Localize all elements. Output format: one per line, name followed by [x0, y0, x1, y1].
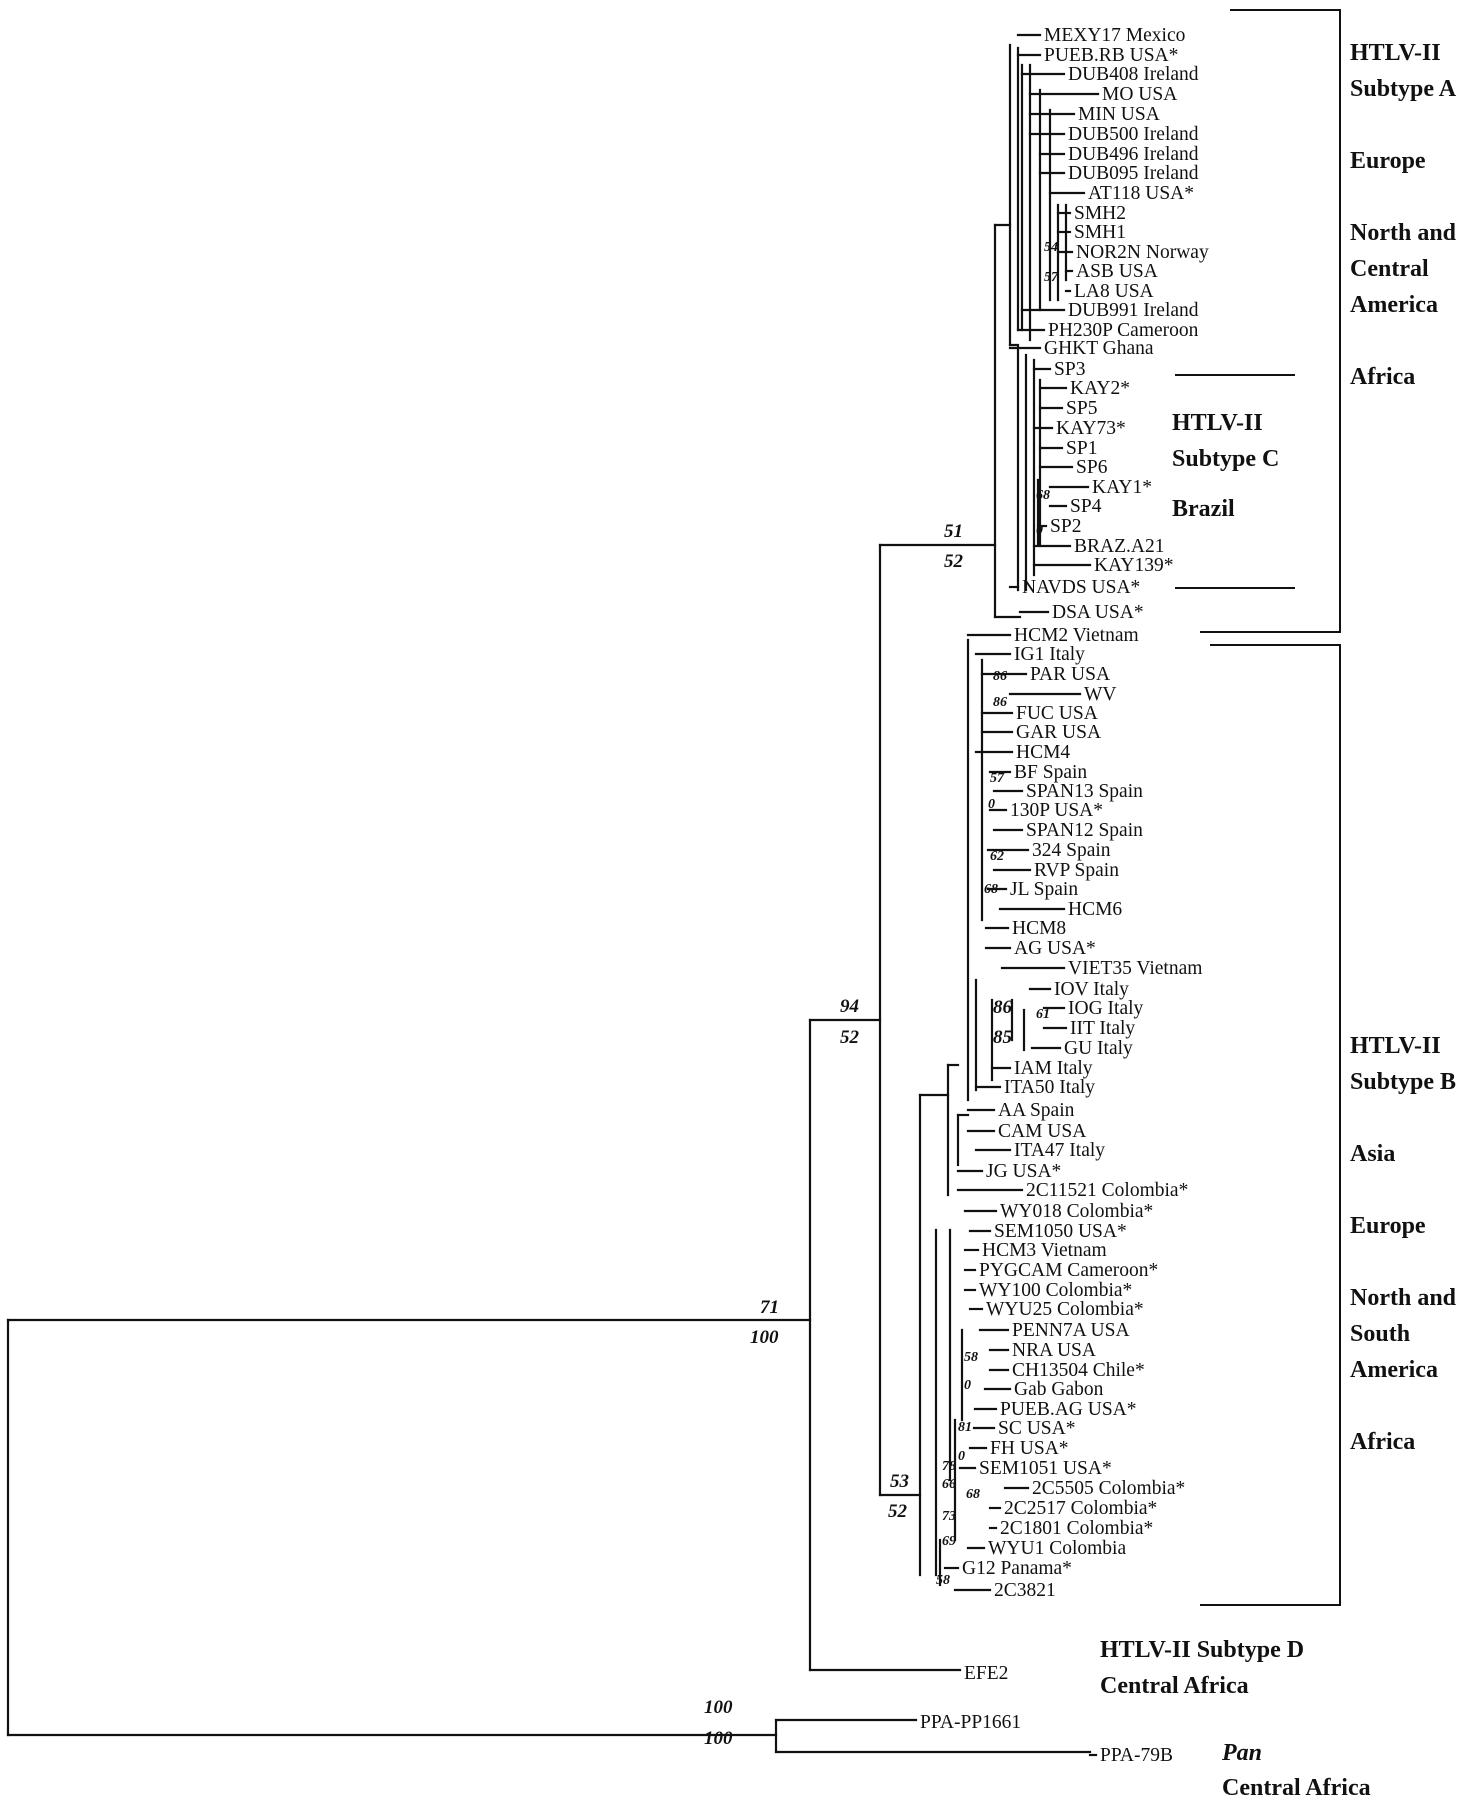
small-bootstrap: 57	[990, 771, 1004, 786]
small-bootstrap: 54	[1044, 240, 1058, 255]
taxon-label: 2C1801 Colombia*	[1000, 1518, 1154, 1539]
small-bootstrap: 57	[1044, 270, 1058, 285]
taxon-label: G12 Panama*	[962, 1558, 1072, 1579]
taxon-label: EFE2	[964, 1663, 1009, 1684]
taxon-label: WV	[1084, 684, 1117, 705]
taxon-label: IOG Italy	[1068, 998, 1144, 1019]
small-bootstrap: 61	[1036, 1007, 1050, 1022]
taxon-label: 324 Spain	[1032, 840, 1111, 861]
taxon-label: KAY73*	[1056, 418, 1126, 439]
label-subtype-b-8: Africa	[1350, 1429, 1416, 1455]
taxon-label: 2C11521 Colombia*	[1026, 1180, 1189, 1201]
label-subtype-a-4: North and	[1350, 220, 1457, 246]
taxon-label: CAM USA	[998, 1121, 1087, 1142]
taxon-label: NAVDS USA*	[1022, 577, 1141, 598]
taxon-label: ITA47 Italy	[1014, 1140, 1106, 1161]
small-bootstrap: 0	[988, 797, 995, 812]
small-bootstrap: 69	[942, 1534, 956, 1549]
label-subtype-a-2: Subtype A	[1350, 76, 1457, 102]
bootstrap-ac-bottom: 52	[944, 551, 963, 572]
taxon-label: WY018 Colombia*	[1000, 1201, 1154, 1222]
bootstrap-b-bottom: 52	[888, 1501, 907, 1522]
label-subtype-b-7: America	[1350, 1357, 1438, 1383]
bootstrap-ingroup-top: 94	[840, 996, 859, 1017]
bootstrap-ac-top: 51	[944, 521, 963, 542]
taxon-label: PPA-79B	[1100, 1745, 1173, 1766]
taxon-label: PH230P Cameroon	[1048, 320, 1199, 341]
label-subtype-c-1: HTLV-II	[1172, 410, 1263, 436]
small-bootstrap: 66	[942, 1477, 956, 1492]
label-subtype-a-1: HTLV-II	[1350, 40, 1441, 66]
taxon-label: IOV Italy	[1054, 979, 1129, 1000]
taxon-label: AA Spain	[998, 1100, 1075, 1121]
taxon-label: NOR2N Norway	[1076, 242, 1209, 263]
taxon-label: KAY139*	[1094, 555, 1174, 576]
small-bootstrap: 0	[964, 1378, 971, 1393]
taxon-label: DUB991 Ireland	[1068, 300, 1199, 321]
branch-a-node2	[1010, 345, 1018, 590]
tree-branches	[8, 45, 1090, 1752]
taxon-label: SP3	[1054, 359, 1086, 380]
label-subtype-a-6: America	[1350, 292, 1438, 318]
taxon-label: KAY1*	[1092, 477, 1152, 498]
bootstrap-pan-top: 100	[704, 1697, 733, 1718]
label-subtype-a-3: Europe	[1350, 148, 1426, 174]
label-subtype-d-1: HTLV-II Subtype D	[1100, 1637, 1305, 1663]
taxon-label: WY100 Colombia*	[979, 1280, 1133, 1301]
taxon-label: SP2	[1050, 516, 1082, 537]
taxon-label: IG1 Italy	[1014, 644, 1085, 665]
taxon-label: SEM1051 USA*	[979, 1458, 1112, 1479]
small-bootstrap: 68	[966, 1487, 980, 1502]
taxon-label: SEM1050 USA*	[994, 1221, 1127, 1242]
taxon-label: NRA USA	[1012, 1340, 1096, 1361]
label-pan-2: Central Africa	[1222, 1775, 1371, 1800]
bootstrap-b-top: 53	[890, 1471, 909, 1492]
taxon-label: PUEB.AG USA*	[1000, 1399, 1137, 1420]
taxon-label: MO USA	[1102, 84, 1178, 105]
label-subtype-d-2: Central Africa	[1100, 1673, 1249, 1699]
label-subtype-a-7: Africa	[1350, 364, 1416, 390]
taxon-label: HCM3 Vietnam	[982, 1240, 1107, 1261]
bootstrap-root-top: 71	[760, 1297, 779, 1318]
taxon-label: DUB496 Ireland	[1068, 144, 1199, 165]
small-bootstrap: 0	[1036, 523, 1043, 538]
bootstrap-ingroup-bottom: 52	[840, 1027, 859, 1048]
small-bootstrap: 81	[958, 1420, 972, 1435]
taxon-label: ITA50 Italy	[1004, 1077, 1096, 1098]
taxon-label: 2C2517 Colombia*	[1004, 1498, 1158, 1519]
taxon-label: WYU25 Colombia*	[986, 1299, 1144, 1320]
bootstrap-b-inner-86: 86	[993, 997, 1012, 1018]
taxon-label: 2C3821	[994, 1580, 1056, 1601]
taxon-label: GU Italy	[1064, 1038, 1133, 1059]
taxon-label: LA8 USA	[1074, 281, 1154, 302]
taxon-label: MIN USA	[1078, 104, 1160, 125]
small-bootstrap: 86	[993, 669, 1007, 684]
taxon-label: BF Spain	[1014, 762, 1088, 783]
bracket-subtype-b	[1200, 645, 1340, 1605]
taxon-label: SMH1	[1074, 222, 1127, 243]
taxon-label: RVP Spain	[1034, 860, 1119, 881]
taxon-label: SP5	[1066, 398, 1098, 419]
small-bootstrap: 62	[990, 849, 1004, 864]
small-bootstrap: 78	[942, 1459, 956, 1474]
label-subtype-b-2: Subtype B	[1350, 1069, 1457, 1095]
taxon-label: SMH2	[1074, 203, 1127, 224]
taxon-label: PAR USA	[1030, 664, 1111, 685]
small-bootstrap: 68	[984, 882, 998, 897]
small-bootstrap: 0	[958, 1449, 965, 1464]
taxon-label: KAY2*	[1070, 378, 1130, 399]
taxon-label: WYU1 Colombia	[988, 1538, 1127, 1559]
taxon-label: HCM6	[1068, 899, 1123, 920]
taxon-label: MEXY17 Mexico	[1044, 25, 1186, 46]
taxon-label: PENN7A USA	[1012, 1320, 1130, 1341]
label-subtype-b-5: North and	[1350, 1285, 1457, 1311]
taxon-label: DSA USA*	[1052, 602, 1144, 623]
taxon-label: DUB408 Ireland	[1068, 64, 1199, 85]
label-subtype-b-3: Asia	[1350, 1141, 1396, 1167]
small-bootstrap: 73	[942, 1509, 956, 1524]
taxon-label: HCM8	[1012, 918, 1067, 939]
taxon-label: CH13504 Chile*	[1012, 1360, 1145, 1381]
label-subtype-a-5: Central	[1350, 256, 1429, 282]
small-bootstrap: 58	[936, 1573, 950, 1588]
taxon-label: 130P USA*	[1010, 800, 1104, 821]
label-subtype-b-1: HTLV-II	[1350, 1033, 1441, 1059]
taxon-label: GHKT Ghana	[1044, 338, 1154, 359]
taxon-label: SPAN12 Spain	[1026, 820, 1143, 841]
taxon-label: 2C5505 Colombia*	[1032, 1478, 1186, 1499]
taxon-label: AG USA*	[1014, 938, 1096, 959]
bootstrap-pan-bottom: 100	[704, 1728, 733, 1749]
taxon-label: SP4	[1070, 496, 1102, 517]
label-subtype-b-4: Europe	[1350, 1213, 1426, 1239]
taxon-label: HCM4	[1016, 742, 1071, 763]
taxon-label: BRAZ.A21	[1074, 536, 1165, 557]
label-subtype-c-2: Subtype C	[1172, 446, 1280, 472]
taxon-label: JL Spain	[1010, 879, 1079, 900]
taxon-label: FUC USA	[1016, 703, 1098, 724]
bootstrap-b-inner-85: 85	[993, 1027, 1012, 1048]
label-pan-1: Pan	[1222, 1740, 1263, 1766]
taxon-label: JG USA*	[986, 1161, 1062, 1182]
taxon-label: HCM2 Vietnam	[1014, 625, 1139, 646]
small-bootstrap: 86	[993, 695, 1007, 710]
taxon-label: SP1	[1066, 438, 1098, 459]
taxon-label: PYGCAM Cameroon*	[979, 1260, 1159, 1281]
taxon-label: SPAN13 Spain	[1026, 781, 1143, 802]
label-subtype-c-3: Brazil	[1172, 496, 1235, 522]
taxon-label: DUB500 Ireland	[1068, 124, 1199, 145]
taxon-label: PUEB.RB USA*	[1044, 45, 1179, 66]
taxon-label: GAR USA	[1016, 722, 1102, 743]
label-subtype-b-6: South	[1350, 1321, 1411, 1347]
taxon-label: DUB095 Ireland	[1068, 163, 1199, 184]
taxon-label: PPA-PP1661	[920, 1712, 1022, 1733]
bracket-subtype-a	[1200, 10, 1340, 632]
taxon-label: SC USA*	[998, 1418, 1076, 1439]
small-bootstrap: 68	[1036, 488, 1050, 503]
bootstrap-root-bottom: 100	[750, 1327, 779, 1348]
leaf-labels	[920, 25, 1209, 1766]
taxon-label: SP6	[1076, 457, 1108, 478]
taxon-label: IAM Italy	[1014, 1058, 1093, 1079]
taxon-label: Gab Gabon	[1014, 1379, 1104, 1400]
taxon-label: VIET35 Vietnam	[1068, 958, 1203, 979]
taxon-label: ASB USA	[1076, 261, 1158, 282]
taxon-label: FH USA*	[990, 1438, 1069, 1459]
taxon-label: AT118 USA*	[1088, 183, 1194, 204]
taxon-label: IIT Italy	[1070, 1018, 1136, 1039]
small-bootstrap: 58	[964, 1350, 978, 1365]
